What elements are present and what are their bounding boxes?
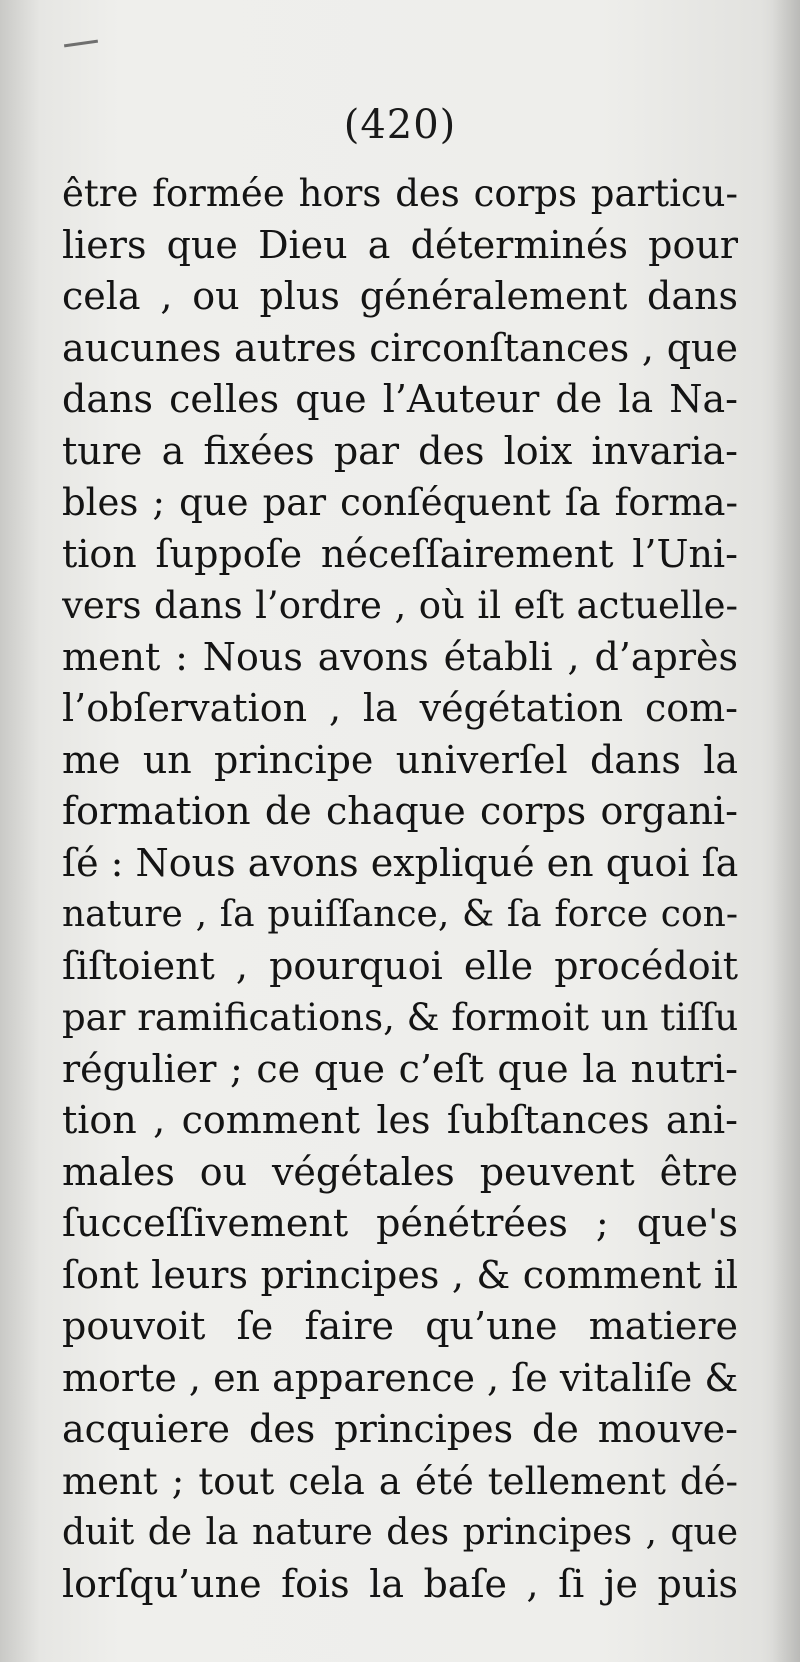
ink-mark: [64, 40, 98, 48]
text-line: ſé : Nous avons expliqué en quoi ſa: [62, 840, 738, 885]
text-line: aucunes autres circonſtances , que: [62, 325, 738, 370]
text-line: ture a fixées par des loix invaria-: [62, 428, 738, 473]
text-line: tion ſuppoſe néceſſairement l’Uni-: [62, 531, 738, 576]
text-line: ment : Nous avons établi , d’après: [62, 634, 738, 679]
body-text: [62, 168, 738, 1610]
text-line: vers dans l’ordre , où il eſt actuelle-: [62, 584, 738, 627]
text-line: ment ; tout cela a été tellement dé-: [62, 1459, 738, 1503]
text-line: pouvoit ſe faire qu’une matiere: [62, 1304, 738, 1348]
text-line: l’obſervation , la végétation com-: [62, 686, 738, 730]
text-line: tion , comment les ſubſtances ani-: [62, 1098, 738, 1142]
text-line: lorſqu’une fois la baſe , ſi je puis: [62, 1561, 738, 1606]
page-number: (420): [343, 102, 457, 148]
text-line: males ou végétales peuvent être: [62, 1149, 738, 1194]
text-line: acquiere des principes de mouve-: [62, 1407, 738, 1451]
text-line: être formée hors des corps particu-: [62, 172, 738, 215]
text-line: duit de la nature des principes , que: [62, 1512, 738, 1553]
text-line: me un principe univerſel dans la: [62, 737, 738, 782]
text-line: dans celles que l’Auteur de la Na-: [62, 377, 738, 421]
text-line: ſucceſſivement pénétrées ; que's: [62, 1201, 738, 1245]
text-line: liers que Dieu a déterminés pour: [62, 222, 738, 267]
text-line: morte , en apparence , ſe vitaliſe &: [62, 1355, 738, 1400]
text-line: par ramifications, & formoit un tiſſu: [62, 996, 738, 1039]
page-gutter-shadow: [772, 0, 800, 1662]
text-line: ſiſtoient , pourquoi elle procédoit: [62, 943, 738, 988]
text-line: formation de chaque corps organi-: [62, 789, 738, 833]
text-line: bles ; que par conſéquent ſa forma-: [62, 481, 738, 524]
text-line: nature , ſa puiſſance, & ſa force con-: [62, 894, 738, 935]
text-line: cela , ou plus généralement dans: [62, 274, 738, 318]
text-line: régulier ; ce que c’eſt que la nutri-: [62, 1046, 738, 1091]
text-line: ſont leurs principes , & comment il: [62, 1252, 738, 1297]
